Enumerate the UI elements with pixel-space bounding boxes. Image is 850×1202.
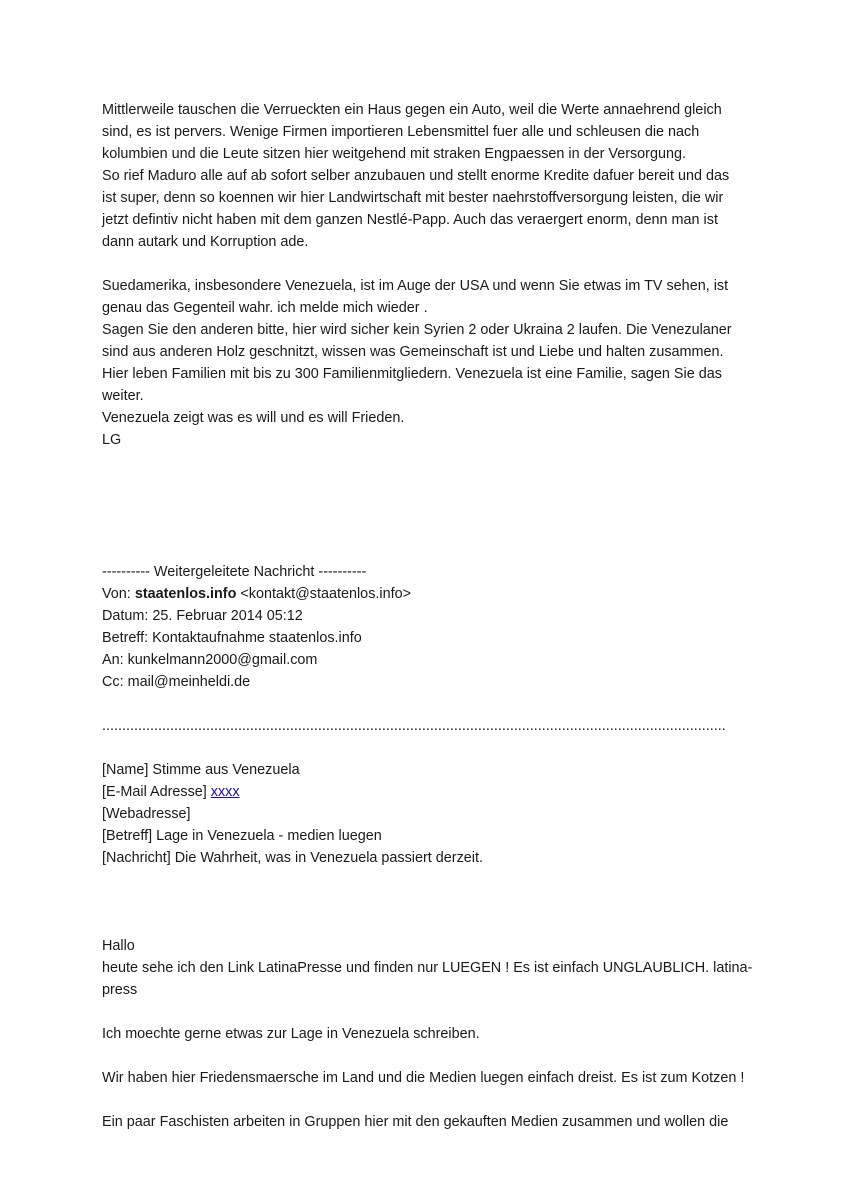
forward-to: An: kunkelmann2000@gmail.com	[102, 652, 318, 668]
spacer	[102, 451, 742, 561]
text-line: sind aus anderen Holz geschnitzt, wissen was Gemeinschaft ist und Liebe und halten zusammen.	[102, 344, 724, 360]
text-line: Wir haben hier Friedensmaersche im Land und die Medien luegen einfach dreist. Es ist zum Kotzen !	[102, 1070, 745, 1086]
from-name: staatenlos.info	[134, 586, 237, 602]
text-line: Hier leben Familien mit bis zu 300 Familienmitgliedern. Venezuela ist eine Familie, sagen Sie das	[102, 366, 722, 382]
dotted-divider: ............................................................................................................................................................	[102, 718, 726, 734]
forward-separator: ---------- Weitergeleitete Nachricht ----------	[102, 564, 367, 580]
text-line: Mittlerweile tauschen die Verrueckten ein Haus gegen ein Auto, weil die Werte annaehrend gleich	[102, 102, 722, 118]
greeting: Hallo	[102, 938, 135, 954]
text-line: press	[102, 982, 138, 998]
paragraph-inflation	[102, 99, 742, 253]
forward-subject: Betreff: Kontaktaufnahme staatenlos.info	[102, 630, 362, 646]
document-page	[102, 99, 753, 1133]
text-line: Ein paar Faschisten arbeiten in Gruppen hier mit den gekauften Medien zusammen und wollen die	[102, 1114, 729, 1130]
paragraph-south-america	[102, 275, 742, 451]
field-subject: [Betreff] Lage in Venezuela - medien luegen	[102, 828, 382, 844]
text-line: heute sehe ich den Link LatinaPresse und finden nur LUEGEN ! Es ist einfach UNGLAUBLICH. latina-	[102, 960, 753, 976]
spacer	[102, 693, 742, 715]
spacer	[102, 869, 742, 935]
forward-from	[102, 583, 742, 605]
text-line: dann autark und Korruption ade.	[102, 234, 309, 250]
spacer	[102, 253, 742, 275]
contact-form-fields	[102, 759, 742, 869]
text-line: genau das Gegenteil wahr. ich melde mich wieder .	[102, 300, 428, 316]
text-line: weiter.	[102, 388, 144, 404]
text-line: Suedamerika, insbesondere Venezuela, ist im Auge der USA und wenn Sie etwas im TV sehen, ist	[102, 278, 729, 294]
forwarded-message-header	[102, 561, 742, 693]
spacer	[102, 737, 742, 759]
spacer	[102, 1089, 742, 1111]
text-line: jetzt defintiv nicht haben mit dem ganzen Nestlé-Papp. Auch das veraergert enorm, denn man ist	[102, 212, 718, 228]
spacer	[102, 1001, 742, 1023]
field-email	[102, 781, 742, 803]
email-link[interactable]: xxxx	[210, 784, 240, 800]
signoff: LG	[102, 432, 122, 448]
field-email-label: [E-Mail Adresse]	[102, 784, 211, 800]
text-line: ist super, denn so koennen wir hier Landwirtschaft mit bester naehrstoffversorgung leisten, die wir	[102, 190, 724, 206]
field-message: [Nachricht] Die Wahrheit, was in Venezuela passiert derzeit.	[102, 850, 483, 866]
spacer	[102, 1045, 742, 1067]
message-body	[102, 935, 753, 1133]
text-line: So rief Maduro alle auf ab sofort selber anzubauen und stellt enorme Kredite dafuer bereit und das	[102, 168, 730, 184]
from-label: Von:	[102, 586, 135, 602]
forward-date: Datum: 25. Februar 2014 05:12	[102, 608, 303, 624]
text-line: Ich moechte gerne etwas zur Lage in Venezuela schreiben.	[102, 1026, 480, 1042]
from-email: <kontakt@staatenlos.info>	[236, 586, 411, 602]
text-line: Venezuela zeigt was es will und es will Frieden.	[102, 410, 405, 426]
field-web: [Webadresse]	[102, 806, 191, 822]
text-line: kolumbien und die Leute sitzen hier weitgehend mit straken Engpaessen in der Versorgung.	[102, 146, 686, 162]
text-line: Sagen Sie den anderen bitte, hier wird sicher kein Syrien 2 oder Ukraina 2 laufen. Die Venezulaner	[102, 322, 732, 338]
text-line: sind, es ist pervers. Wenige Firmen importieren Lebensmittel fuer alle und schleusen die nach	[102, 124, 700, 140]
field-name: [Name] Stimme aus Venezuela	[102, 762, 300, 778]
forward-cc: Cc: mail@meinheldi.de	[102, 674, 251, 690]
